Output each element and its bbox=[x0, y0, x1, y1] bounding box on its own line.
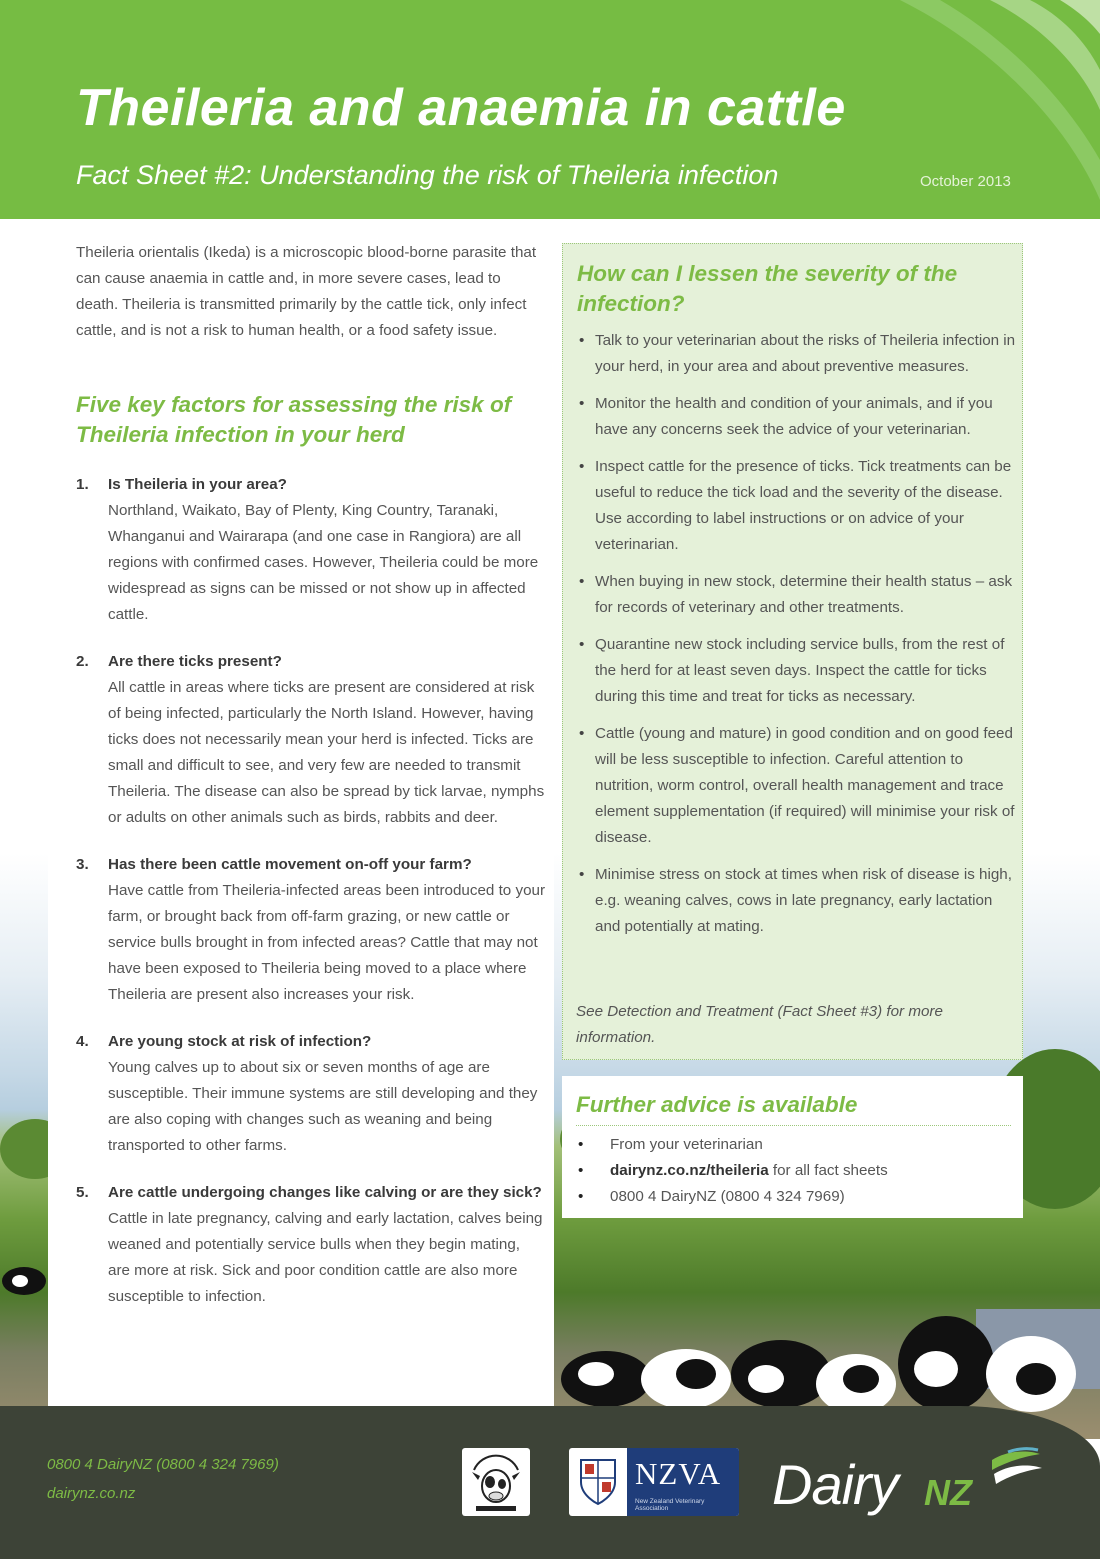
advice-item-text: for all fact sheets bbox=[768, 1162, 888, 1179]
severity-item-text: Quarantine new stock including service bulls, from the rest of the herd for at least seven days. Inspect the cattle for ticks during this time and treat for ticks as necessary. bbox=[595, 636, 1005, 705]
factor-title: Has there been cattle movement on-off your farm? bbox=[108, 856, 472, 873]
header-banner bbox=[0, 0, 1100, 219]
advice-link[interactable]: dairynz.co.nz/theileria bbox=[610, 1162, 769, 1179]
factor-title: Is Theileria in your area? bbox=[108, 476, 287, 493]
factor-number: 3. bbox=[76, 856, 89, 873]
severity-item-text: Inspect cattle for the presence of ticks. Tick treatments can be useful to reduce the tick load and the severity of the disease. Use according to label instructions or on advice of your veterinarian. bbox=[595, 458, 1012, 553]
factor-item bbox=[76, 649, 546, 831]
advice-panel bbox=[562, 1076, 1023, 1218]
factor-title: Are young stock at risk of infection? bbox=[108, 1033, 372, 1050]
footer-website-link[interactable]: dairynz.co.nz bbox=[47, 1485, 136, 1502]
factor-text: Cattle in late pregnancy, calving and early lactation, calves being weaned and potentially service bulls when they begin mating, are more at risk. Sick and poor condition cattle are also more susceptible to infection. bbox=[108, 1210, 543, 1305]
factor-item bbox=[76, 1029, 546, 1159]
severity-item-text: Cattle (young and mature) in good condition and on good feed will be less susceptible to infection. Careful attention to nutrition, worm control, overall health management and trace element supplementation (if required) will minimise your risk of disease. bbox=[595, 725, 1015, 846]
factor-number: 2. bbox=[76, 653, 89, 670]
footer-phone: 0800 4 DairyNZ (0800 4 324 7969) bbox=[47, 1456, 279, 1473]
advice-item-text: 0800 4 DairyNZ (0800 4 324 7969) bbox=[610, 1188, 845, 1205]
dotted-divider bbox=[576, 1125, 1011, 1126]
factor-title: Are cattle undergoing changes like calving or are they sick? bbox=[108, 1184, 542, 1201]
severity-list-item bbox=[577, 391, 1017, 443]
factor-item bbox=[76, 852, 546, 1008]
dairynz-swoosh-icon bbox=[988, 1446, 1044, 1486]
intro-paragraph: Theileria orientalis (Ikeda) is a microscopic blood-borne parasite that can cause anaemia in cattle and, in more severe cases, lead to death. Theileria is transmitted primarily by the cattle tick, only infect cattle, and is not a risk to human health, or a food safety issue. bbox=[76, 244, 537, 339]
advice-item bbox=[576, 1184, 1016, 1210]
bullet-icon: • bbox=[579, 725, 585, 742]
advice-item bbox=[576, 1132, 1016, 1158]
dairynz-nz: NZ bbox=[924, 1472, 972, 1513]
dairynz-wordmark: Dairy bbox=[772, 1453, 898, 1516]
page-subtitle: Fact Sheet #2: Understanding the risk of Theileria infection bbox=[76, 160, 779, 190]
factor-text: Young calves up to about six or seven months of age are susceptible. Their immune systems are still developing and they are also coping with changes such as weaning and being transported to other farms. bbox=[108, 1059, 538, 1154]
severity-item-text: Talk to your veterinarian about the risks of Theileria infection in your herd, in your area and about preventive measures. bbox=[595, 332, 1016, 375]
factor-text: Northland, Waikato, Bay of Plenty, King Country, Taranaki, Whanganui and Wairarapa (and one case in Rangiora) are all regions with confirmed cases. However, Theileria could be more widespread as signs can be missed or not show up in affected cattle. bbox=[108, 502, 539, 623]
nzva-logo bbox=[569, 1448, 739, 1516]
dairy-cattle-vets-logo bbox=[462, 1448, 530, 1516]
bullet-icon: • bbox=[579, 636, 585, 653]
cow-head-icon bbox=[462, 1448, 530, 1516]
factor-item bbox=[76, 472, 546, 628]
factor-title: Are there ticks present? bbox=[108, 653, 282, 670]
nzva-wordmark: NZVA bbox=[635, 1456, 722, 1491]
advice-heading: Further advice is available bbox=[576, 1092, 858, 1117]
factor-number: 5. bbox=[76, 1184, 89, 1201]
bullet-icon: • bbox=[579, 573, 585, 590]
severity-list-item bbox=[577, 862, 1017, 940]
severity-list-item bbox=[577, 632, 1017, 710]
severity-list-item bbox=[577, 569, 1017, 621]
factor-item bbox=[76, 1180, 546, 1310]
severity-list bbox=[577, 328, 1017, 951]
severity-heading: How can I lessen the severity of the infection? bbox=[577, 261, 958, 316]
bullet-icon: • bbox=[579, 866, 585, 883]
bullet-icon: • bbox=[578, 1136, 584, 1153]
factor-number: 4. bbox=[76, 1033, 89, 1050]
see-more-note: See Detection and Treatment (Fact Sheet #3) for more information. bbox=[576, 1003, 943, 1046]
severity-list-item bbox=[577, 454, 1017, 558]
factors-heading: Five key factors for assessing the risk of Theileria infection in your herd bbox=[76, 392, 512, 447]
factors-list bbox=[76, 472, 546, 1331]
advice-list bbox=[576, 1132, 1016, 1210]
factor-text: All cattle in areas where ticks are present are considered at risk of being infected, particularly the North Island. However, having ticks does not necessarily mean your herd is infected. Ticks are small and difficult to see, and very few are needed to transmit Theileria. The disease can also be spread by tick larvae, nymphs or adults on other animals such as birds, rabbits and deer. bbox=[108, 679, 545, 826]
footer-bar bbox=[0, 1406, 1100, 1559]
page-title: Theileria and anaemia in cattle bbox=[76, 79, 846, 137]
factor-number: 1. bbox=[76, 476, 89, 493]
severity-item-text: Minimise stress on stock at times when risk of disease is high, e.g. weaning calves, cows in late pregnancy, early lactation and potentially at mating. bbox=[595, 866, 1012, 935]
severity-list-item bbox=[577, 328, 1017, 380]
crest-icon bbox=[577, 1456, 619, 1508]
severity-list-item bbox=[577, 721, 1017, 851]
severity-item-text: Monitor the health and condition of your animals, and if you have any concerns seek the advice of your veterinarian. bbox=[595, 395, 993, 438]
bullet-icon: • bbox=[579, 332, 585, 349]
bullet-icon: • bbox=[579, 458, 585, 475]
cattle-illustration bbox=[556, 1229, 1100, 1429]
bullet-icon: • bbox=[578, 1162, 584, 1179]
publish-date: October 2013 bbox=[920, 173, 1011, 190]
severity-item-text: When buying in new stock, determine their health status – ask for records of veterinary and other treatments. bbox=[595, 573, 1013, 616]
severity-panel bbox=[562, 243, 1023, 1060]
bullet-icon: • bbox=[578, 1188, 584, 1205]
advice-item bbox=[576, 1158, 1016, 1184]
dairynz-logo bbox=[772, 1446, 1052, 1526]
cattle-illustration-left bbox=[0, 1259, 48, 1299]
bullet-icon: • bbox=[579, 395, 585, 412]
factor-text: Have cattle from Theileria-infected areas been introduced to your farm, or brought back from off-farm grazing, or new cattle or service bulls brought in from infected areas? Cattle that may not have been exposed to Theileria being moved to a place where Theileria are present also increases your risk. bbox=[108, 882, 546, 1003]
advice-item-text: From your veterinarian bbox=[610, 1136, 763, 1153]
nzva-subtext: New Zealand Veterinary Association bbox=[635, 1498, 705, 1512]
